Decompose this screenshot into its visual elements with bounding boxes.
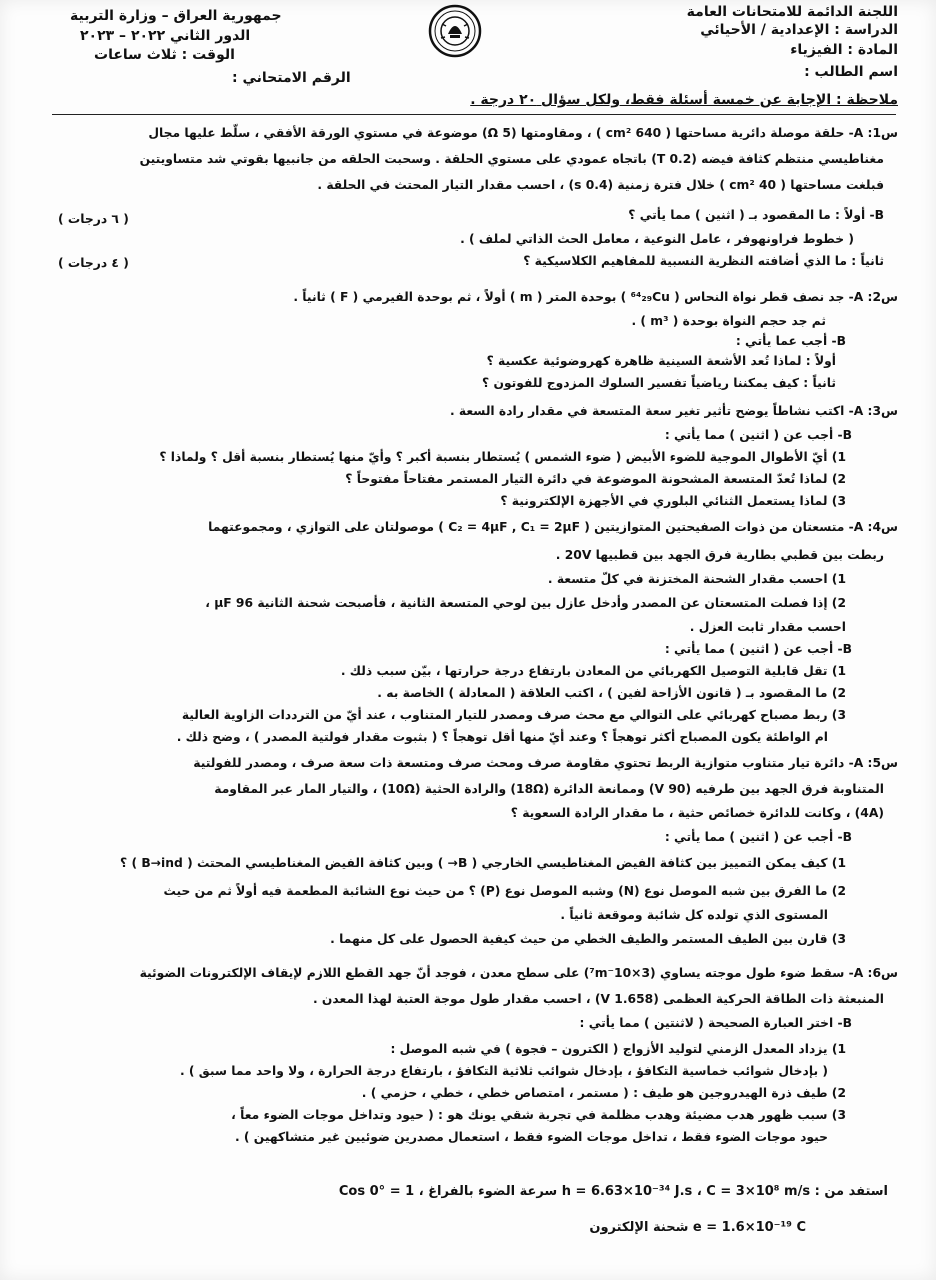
q2-part-b-item1: أولاً : لماذا تُعد الأشعة السينية ظاهرة كهروضوئية عكسية ؟ <box>486 354 836 368</box>
q3-part-a: س3: A- اكتب نشاطاً يوضح تأثير تغير سعة المتسعة في مقدار رادة السعة . <box>449 404 898 418</box>
q3-part-b-item3: 3) لماذا يستعمل الثنائي البلوري في الأجهزة الإلكترونية ؟ <box>500 494 846 508</box>
exam-duration: الوقت : ثلاث ساعات <box>94 47 235 63</box>
q5-part-b-item2: 2) ما الفرق بين شبه الموصل نوع (N) وشبه الموصل نوع (P) ؟ من حيث نوع الشائبة المطعمة فيه أولاً ثم من حيث <box>163 884 846 898</box>
q4-part-a-line1: س4: A- متسعتان من ذوات الصفيحتين المتوازيتين ( C₂ = 4μF , C₁ = 2μF ) موصولتان على التوازي ، ومجموعتهما <box>208 520 898 534</box>
study-branch: الدراسة : الإعدادية / الأحيائي <box>700 22 898 38</box>
ministry-title: جمهورية العراق – وزارة التربية <box>70 8 282 24</box>
q2-part-a-line1: س2: A- جد نصف قطر نواة النحاس ( ⁶⁴₂₉Cu ) بوحدة المتر ( m ) أولاً ، ثم بوحدة الفيرمي ( F ) ثانياً . <box>293 290 898 304</box>
q6-part-a-line2: المنبعثة ذات الطاقة الحركية العظمى (1.658 V) ، احسب مقدار طول موجة العتبة لهذا المعدن . <box>312 992 884 1006</box>
q5-part-a-line1: س5: A- دائرة تيار متناوب متوازية الربط تحتوي مقاومة صرف ومحث صرف ومتسعة ذات سعة صرف ، ومصدر للفولتية <box>193 756 898 770</box>
q4-part-b-heading: B- أجب عن ( اثنين ) مما يأتي : <box>664 642 852 656</box>
exam-round: الدور الثاني ٢٠٢٢ – ٢٠٢٣ <box>80 28 251 44</box>
q4-part-a-line2: ربطت بين قطبي بطارية فرق الجهد بين قطبيها 20V . <box>555 548 884 562</box>
exam-note: ملاحظة : الإجابة عن خمسة أسئلة فقط، ولكل سؤال ٢٠ درجة . <box>470 92 898 108</box>
q4-part-b-item2: 2) ما المقصود بـ ( قانون الأزاحة لفين ) ، اكتب العلاقة ( المعادلة ) الخاصة به . <box>377 686 846 700</box>
q5-part-b-heading: B- أجب عن ( اثنين ) مما يأتي : <box>664 830 852 844</box>
header-divider <box>52 114 896 115</box>
subject: المادة : الفيزياء <box>790 42 898 58</box>
q2-part-b-item2: ثانياً : كيف يمكننا رياضياً تفسير السلوك المزدوج للفوتون ؟ <box>482 376 836 390</box>
q5-part-b-item1: 1) كيف يمكن التمييز بين كثافة الفيض المغناطيسي الخارجي ( B→ ) وبين كثافة الفيض المغناطيسي المحتث ( B→ind ) ؟ <box>120 856 846 870</box>
constants-line2: e = 1.6×10⁻¹⁹ C شحنة الإلكترون <box>589 1220 806 1235</box>
constants-line1: استفد من : h = 6.63×10⁻³⁴ J.s ، C = 3×10⁸ m/s سرعة الضوء بالفراغ ، Cos 0° = 1 <box>338 1184 888 1199</box>
exam-number-label: الرقم الامتحاني : <box>232 70 351 86</box>
q4-part-b-item1: 1) تقل قابلية التوصيل الكهربائي من المعادن بارتفاع درجة حرارتها ، بيّن سبب ذلك . <box>340 664 846 678</box>
q1-part-a-line2: مغناطيسي منتظم كثافة فيضه (0.2 T) باتجاه عمودي على مستوي الحلقة . وسحبت الحلقه من جانبيها بقوتي شد متساويتين <box>139 152 884 166</box>
q4-part-b-item3-cont: ام الواطئة يكون المصباح أكثر توهجاً ؟ وعند أيّ منها أقل توهجاً ؟ ( بثبوت مقدار فولتية المصدر ) ، وضح ذلك . <box>176 730 828 744</box>
q6-part-b-item2: 2) طيف ذرة الهيدروجين هو طيف : ( مستمر ، امتصاص خطي ، خطي ، حزمي ) . <box>361 1086 846 1100</box>
q3-part-b-item1: 1) أيّ الأطوال الموجية للضوء الأبيض ( ضوء الشمس ) يُستطار بنسبة أكبر ؟ وأيّ منها يُستطار بنسبة أقل ؟ ولماذا ؟ <box>159 450 846 464</box>
ministry-emblem-icon <box>428 4 482 58</box>
q6-part-b-item3-options: حيود موجات الضوء فقط ، تداخل موجات الضوء فقط ، استعمال مصدرين ضوئيين غير متشاكهين ) . <box>234 1130 828 1144</box>
q6-part-b-heading: B- اختر العبارة الصحيحة ( لاثنتين ) مما يأتي : <box>579 1016 852 1030</box>
q1-marks-6: ( ٦ درجات ) <box>58 212 129 226</box>
q6-part-b-item1: 1) يزداد المعدل الزمني لتوليد الأزواج ( الكترون – فجوة ) في شبه الموصل : <box>390 1042 846 1056</box>
q3-part-b-item2: 2) لماذا تُعدّ المتسعة المشحونة الموضوعة في دائرة التيار المستمر مفتاحاً مفتوحاً ؟ <box>345 472 846 486</box>
q1-part-b-terms: ( خطوط فراونهوفر ، عامل النوعية ، معامل الحث الذاتي لملف ) . <box>460 232 854 246</box>
q5-part-b-item3: 3) قارن بين الطيف المستمر والطيف الخطي من حيث كيفية الحصول على كل منهما . <box>330 932 846 946</box>
q2-part-b-heading: B- أجب عما يأتي : <box>735 334 846 348</box>
q1-part-a-line1: س1: A- حلقة موصلة دائرية مساحتها ( 640 cm² ) ، ومقاومتها (5 Ω) موضوعة في مستوي الورقة الأفقي ، سلّط عليها مجال <box>148 126 898 140</box>
q1-marks-4: ( ٤ درجات ) <box>58 256 129 270</box>
q4-part-a-item2-cont: احسب مقدار ثابت العزل . <box>689 620 846 634</box>
q1-part-b-line1: B- أولاً : ما المقصود بـ ( اثنين ) مما يأتي ؟ <box>628 208 884 222</box>
q3-part-b-heading: B- أجب عن ( اثنين ) مما يأتي : <box>664 428 852 442</box>
committee-title: اللجنة الدائمة للامتحانات العامة <box>686 4 898 20</box>
q5-part-a-line2: المتناوبة فرق الجهد بين طرفيه (90 V) وممانعة الدائرة (18Ω) والرادة الحثية (10Ω) ، والتيار المار عبر المقاومة <box>214 782 884 796</box>
q4-part-b-item3: 3) ربط مصباح كهربائي على التوالي مع محث صرف ومصدر للتيار المتناوب ، عند أيّ من الترددات الزاوية العالية <box>181 708 846 722</box>
q6-part-b-item3: 3) سبب ظهور هدب مضيئة وهدب مظلمة في تجربة شقي يونك هو : ( حيود وتداخل موجات الضوء معاً ، <box>231 1108 846 1122</box>
q1-part-b-line3: ثانياً : ما الذي أضافته النظرية النسبية للمفاهيم الكلاسيكية ؟ <box>523 254 884 268</box>
q1-part-a-line3: فبلغت مساحتها ( 40 cm² ) خلال فترة زمنية (0.4 s) ، احسب مقدار التيار المحتث في الحلقة . <box>317 178 884 192</box>
q5-part-a-line3: (4A) ، وكانت للدائرة خصائص حثية ، ما مقدار الرادة السعوية ؟ <box>510 806 884 820</box>
q5-part-b-item2-cont: المستوى الذي تولده كل شائبة وموقعة ثانياً . <box>560 908 828 922</box>
q6-part-a-line1: س6: A- سقط ضوء طول موجته يساوي (3×10⁻⁷m) على سطح معدن ، فوجد أنّ جهد القطع اللازم لإيقاف الإلكترونات الضوئية <box>139 966 898 980</box>
q2-part-a-line2: ثم جد حجم النواة بوحدة ( m³ ) . <box>631 314 826 328</box>
q4-part-a-item2: 2) إذا فصلت المتسعتان عن المصدر وأدخل عازل بين لوحي المتسعة الثانية ، فأصبحت شحنة الثانية 96 μF ، <box>205 596 846 610</box>
student-name-label: اسم الطالب : <box>804 64 898 80</box>
q6-part-b-item1-options: ( بإدخال شوائب خماسية التكافؤ ، بإدخال شوائب ثلاثية التكافؤ ، بارتفاع درجة الحرارة ، ولا واحد مما سبق ) . <box>179 1064 828 1078</box>
q4-part-a-item1: 1) احسب مقدار الشحنة المختزنة في كلّ متسعة . <box>547 572 846 586</box>
